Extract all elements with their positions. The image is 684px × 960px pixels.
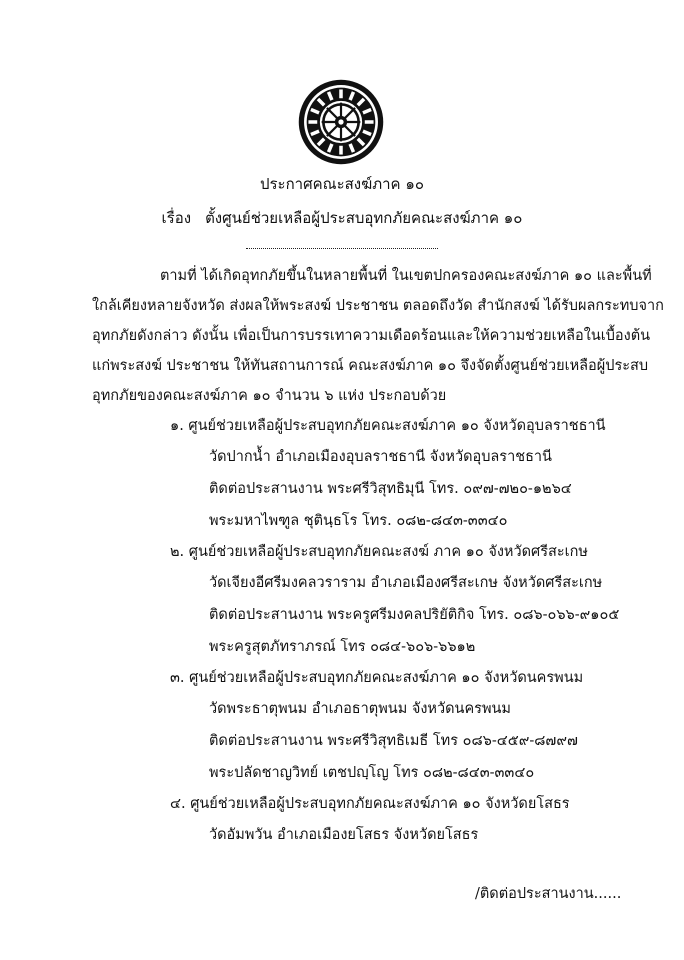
continued-note: /ติดต่อประสานงาน...... [475, 886, 622, 902]
center-2-contact: ติดต่อประสานงาน พระครูศรีมงคลปริยัติกิจ โทร. ๐๘๖-๐๖๖-๙๑๐๕ [209, 607, 620, 623]
center-1-contact: ติดต่อประสานงาน พระศรีวิสุทธิมุนี โทร. ๐๙๗-๗๒๐-๑๒๖๔ [209, 481, 572, 497]
dotted-divider [246, 240, 438, 249]
center-4-temple: วัดอัมพวัน อำเภอเมืองยโสธร จังหวัดยโสธร [209, 827, 479, 843]
center-2-heading: ๒. ศูนย์ช่วยเหลือผู้ประสบอุทกภัยคณะสงฆ์ ภาค ๑๐ จังหวัดศรีสะเกษ [170, 544, 588, 560]
dharma-wheel-seal-icon [297, 78, 385, 166]
body-line: อุทกภัยของคณะสงฆ์ภาค ๑๐ จำนวน ๖ แห่ง ประกอบด้วย [92, 388, 447, 404]
body-line: แก่พระสงฆ์ ประชาชน ให้ทันสถานการณ์ คณะสงฆ์ภาค ๑๐ จึงจัดตั้งศูนย์ช่วยเหลือผู้ประสบ [92, 358, 649, 374]
body-line: ใกล้เคียงหลายจังหวัด ส่งผลให้พระสงฆ์ ประชาชน ตลอดถึงวัด สำนักสงฆ์ ได้รับผลกระทบจาก [92, 298, 664, 314]
center-1-temple: วัดปากน้ำ อำเภอเมืองอุบลราชธานี จังหวัดอุบลราชธานี [209, 449, 552, 465]
center-2-temple: วัดเจียงอีศรีมงคลวราราม อำเภอเมืองศรีสะเกษ จังหวัดศรีสะเกษ [209, 575, 603, 591]
body-line: ตามที่ ได้เกิดอุทกภัยขึ้นในหลายพื้นที่ ในเขตปกครองคณะสงฆ์ภาค ๑๐ และพื้นที่ [160, 268, 652, 284]
center-2-contact-2: พระครูสุตภัทราภรณ์ โทร ๐๘๔-๖๐๖-๖๖๑๒ [209, 639, 476, 655]
announcement-title: ประกาศคณะสงฆ์ภาค ๑๐ [259, 175, 425, 193]
center-1-heading: ๑. ศูนย์ช่วยเหลือผู้ประสบอุทกภัยคณะสงฆ์ภาค ๑๐ จังหวัดอุบลราชธานี [170, 418, 606, 434]
subject-label: เรื่อง [161, 209, 192, 227]
center-4-heading: ๔. ศูนย์ช่วยเหลือผู้ประสบอุทกภัยคณะสงฆ์ภาค ๑๐ จังหวัดยโสธร [170, 796, 570, 812]
subject-text: ตั้งศูนย์ช่วยเหลือผู้ประสบอุทกภัยคณะสงฆ์ภาค ๑๐ [205, 209, 523, 227]
center-3-heading: ๓. ศูนย์ช่วยเหลือผู้ประสบอุทกภัยคณะสงฆ์ภาค ๑๐ จังหวัดนครพนม [170, 670, 584, 686]
body-line: อุทกภัยดังกล่าว ดังนั้น เพื่อเป็นการบรรเทาความเดือดร้อนและให้ความช่วยเหลือในเบื้องต้น [92, 328, 651, 344]
center-3-contact: ติดต่อประสานงาน พระศรีวิสุทธิเมธี โทร ๐๘๖-๔๕๙-๘๗๙๗ [209, 733, 578, 749]
center-3-contact-2: พระปลัดชาญวิทย์ เตชปญฺโญ โทร ๐๘๒-๘๔๓-๓๓๔๐ [209, 765, 535, 781]
center-1-contact-2: พระมหาไพฑูล ชุตินฺธโร โทร. ๐๘๒-๘๔๓-๓๓๔๐ [209, 513, 508, 529]
center-3-temple: วัดพระธาตุพนม อำเภอธาตุพนม จังหวัดนครพนม [209, 701, 511, 717]
subject-line [0, 206, 684, 230]
